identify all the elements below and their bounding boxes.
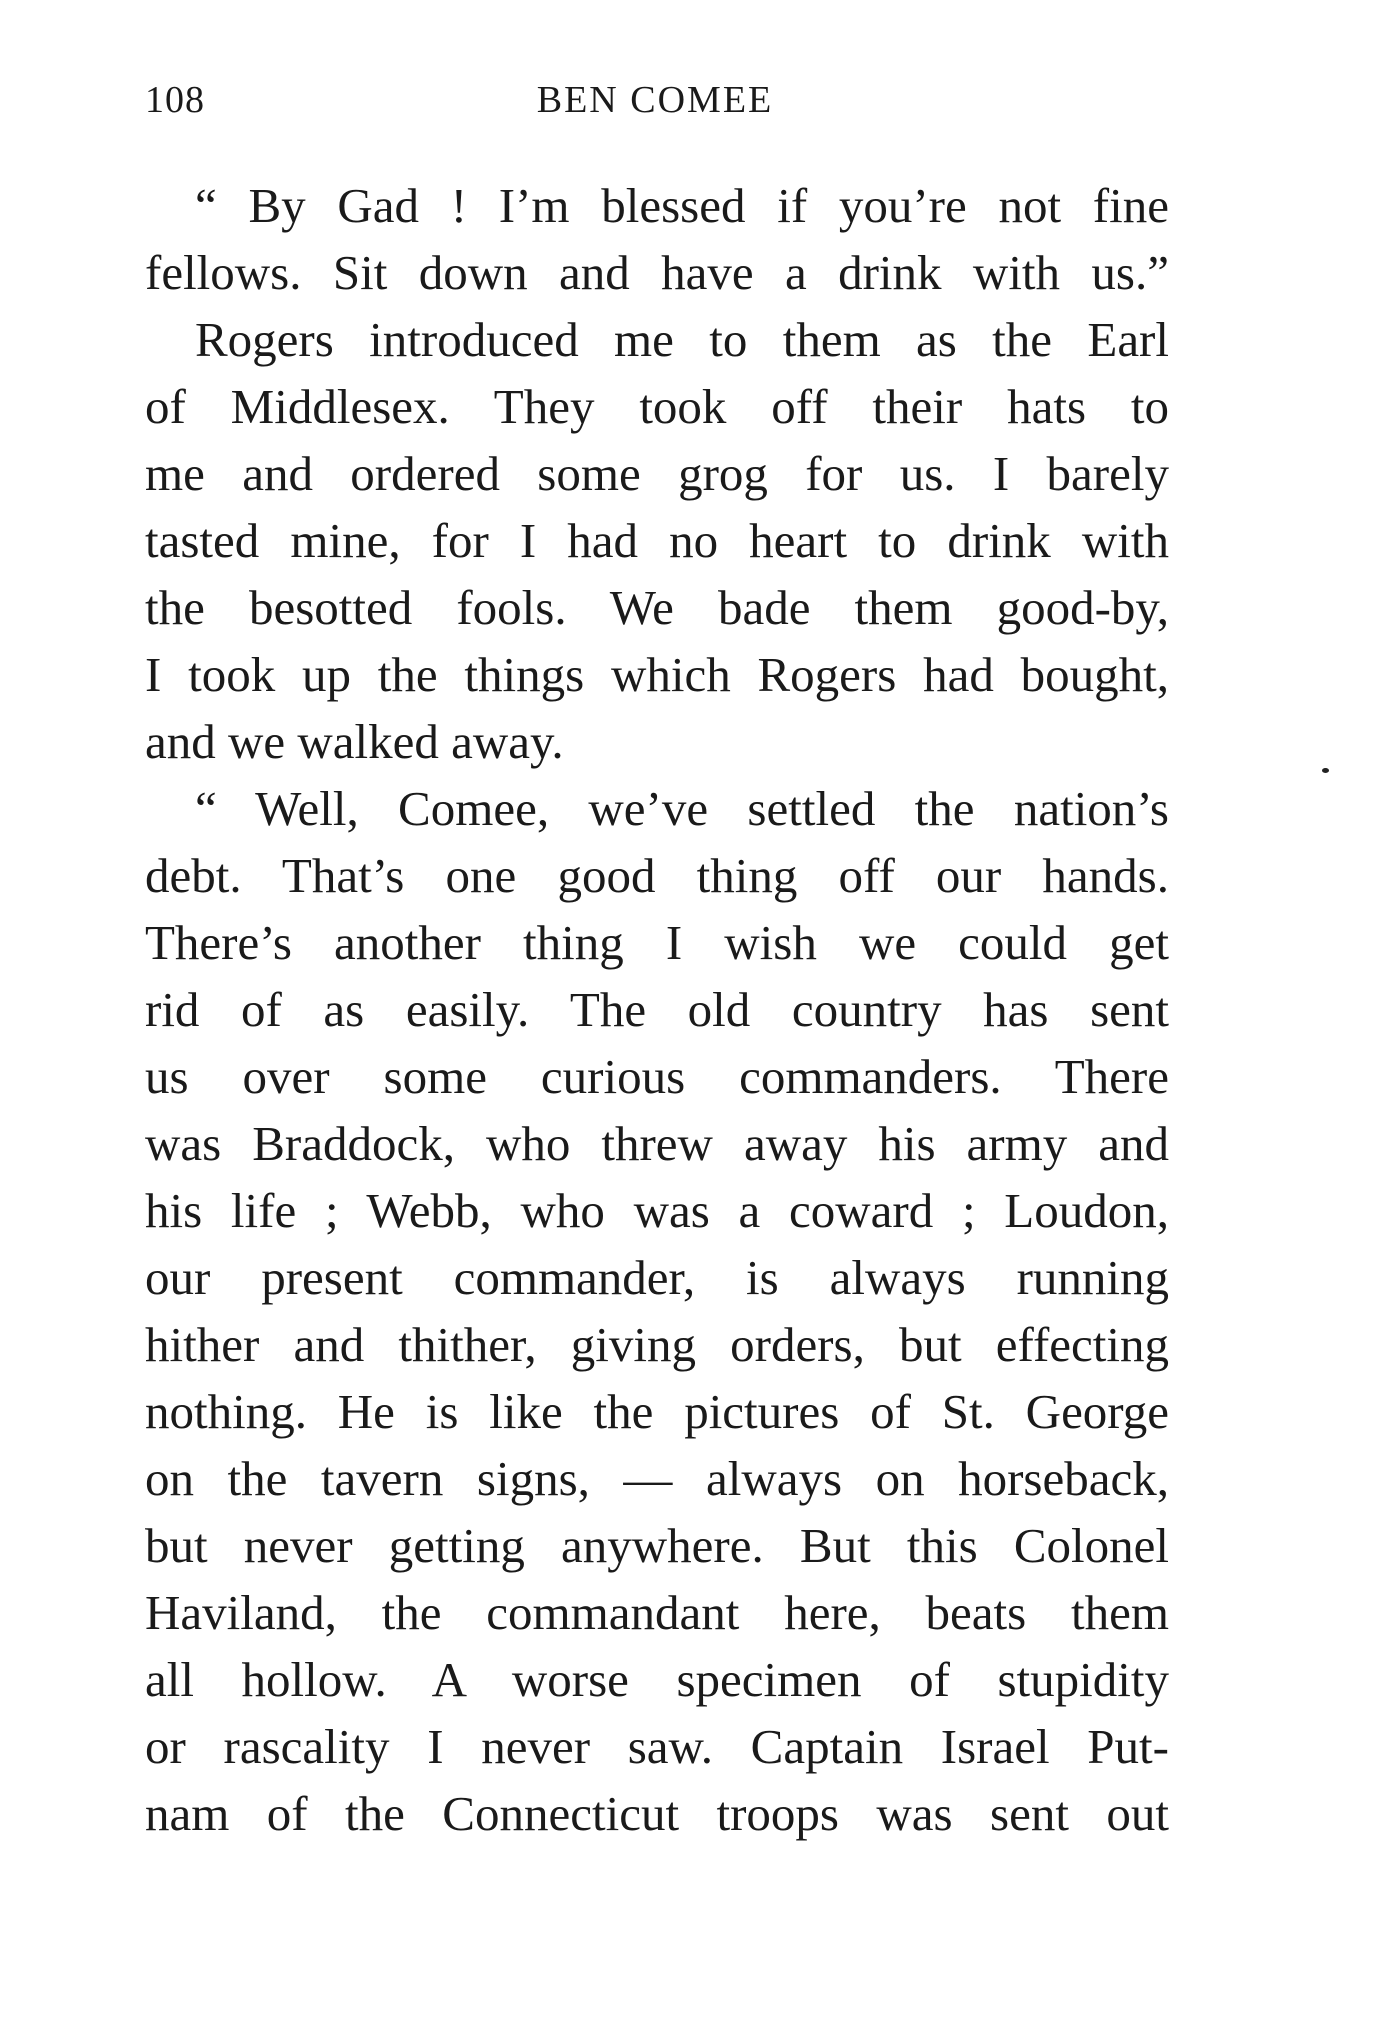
ink-speck [1322,768,1329,773]
text-line: of Middlesex. They took off their hats to [145,379,1169,434]
text-line: Rogers introduced me to them as the Earl [195,312,1169,367]
text-line: all hollow. A worse specimen of stupidity [145,1652,1169,1707]
text-line: “ Well, Comee, we’ve settled the nation’s [195,781,1169,836]
text-line: Haviland, the commandant here, beats them [145,1585,1169,1640]
page-number: 108 [145,79,205,121]
text-line: nam of the Connecticut troops was sent out [145,1786,1169,1841]
text-line: was Braddock, who threw away his army and [145,1116,1169,1171]
text-line: but never getting anywhere. But this Colonel [145,1518,1169,1573]
running-head [145,78,1165,128]
text-line: I took up the things which Rogers had bought, [145,647,1169,702]
text-line: “ By Gad ! I’m blessed if you’re not fine [195,178,1169,233]
text-line: rid of as easily. The old country has sent [145,982,1169,1037]
text-line: his life ; Webb, who was a coward ; Loudon, [145,1183,1169,1238]
text-line: debt. That’s one good thing off our hands. [145,848,1169,903]
text-line: and we walked away. [145,714,564,769]
text-line: hither and thither, giving orders, but effecting [145,1317,1169,1372]
text-line: or rascality I never saw. Captain Israel Put- [145,1719,1169,1774]
text-line: nothing. He is like the pictures of St. George [145,1384,1169,1439]
text-line: There’s another thing I wish we could get [145,915,1169,970]
text-line: the besotted fools. We bade them good-by, [145,580,1169,635]
text-line: on the tavern signs, — always on horseback, [145,1451,1169,1506]
text-line: tasted mine, for I had no heart to drink with [145,513,1169,568]
running-title: BEN COMEE [536,79,774,121]
body-text [145,172,1169,1847]
text-line: us over some curious commanders. There [145,1049,1169,1104]
text-line: our present commander, is always running [145,1250,1169,1305]
text-line: fellows. Sit down and have a drink with us.” [145,245,1169,300]
text-line: me and ordered some grog for us. I barely [145,446,1169,501]
